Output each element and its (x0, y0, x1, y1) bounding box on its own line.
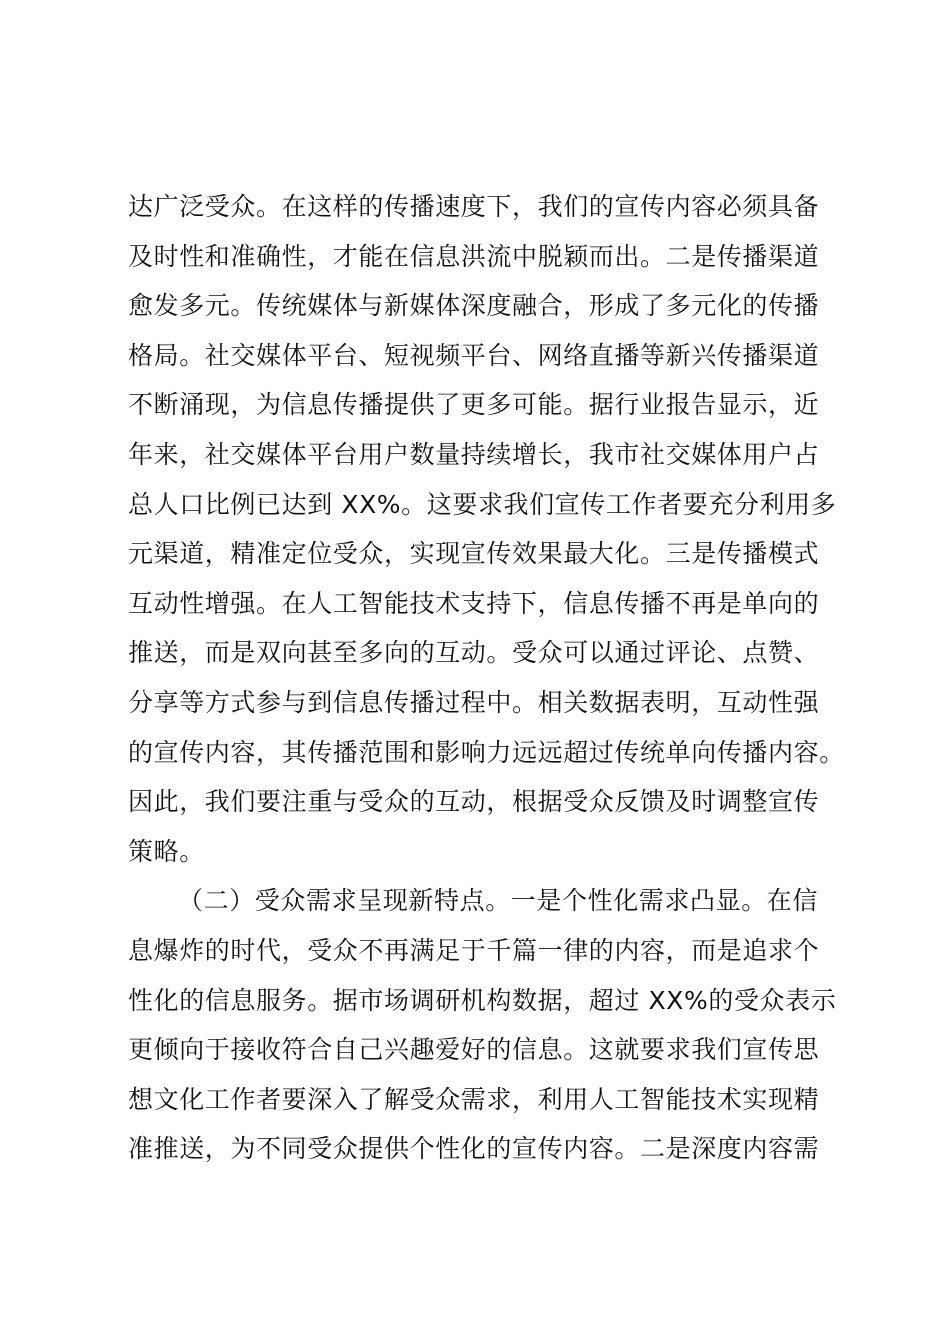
document-body (128, 182, 888, 1174)
text-line: 想文化工作者要深入了解受众需求，利用人工智能技术实现精 (128, 1084, 820, 1114)
text-line: 元渠道，精准定位受众，实现宣传效果最大化。三是传播模式 (128, 539, 820, 569)
text-line-indented: （二）受众需求呈现新特点。一是个性化需求凸显。在信 (178, 886, 819, 916)
paragraph-2 (128, 876, 888, 1174)
text-line: 达广泛受众。在这样的传播速度下，我们的宣传内容必须具备 (128, 192, 820, 221)
text-line: 不断涌现，为信息传播提供了更多可能。据行业报告显示，近 (128, 390, 820, 420)
text-line: 的宣传内容，其传播范围和影响力远远超过传统单向传播内容。 (128, 737, 845, 767)
text-line: 分享等方式参与到信息传播过程中。相关数据表明，互动性强 (128, 687, 820, 717)
text-line: 息爆炸的时代，受众不再满足于千篇一律的内容，而是追求个 (128, 935, 820, 965)
text-line: 因此，我们要注重与受众的互动，根据受众反馈及时调整宣传 (128, 787, 820, 817)
text-line: 性化的信息服务。据市场调研机构数据，超过 XX%的受众表示 (128, 985, 837, 1015)
text-line: 总人口比例已达到 XX%。这要求我们宣传工作者要充分利用多 (128, 489, 837, 519)
text-line: 愈发多元。传统媒体与新媒体深度融合，形成了多元化的传播 (128, 291, 820, 321)
text-line: 策略。 (128, 836, 205, 866)
text-line: 互动性增强。在人工智能技术支持下，信息传播不再是单向的 (128, 588, 820, 618)
text-line: 推送，而是双向甚至多向的互动。受众可以通过评论、点赞、 (128, 638, 820, 668)
text-line: 准推送，为不同受众提供个性化的宣传内容。二是深度内容需 (128, 1134, 820, 1164)
text-line: 及时性和准确性，才能在信息洪流中脱颖而出。二是传播渠道 (128, 241, 820, 271)
text-line: 更倾向于接收符合自己兴趣爱好的信息。这就要求我们宣传思 (128, 1035, 820, 1065)
text-line: 格局。社交媒体平台、短视频平台、网络直播等新兴传播渠道 (128, 340, 820, 370)
paragraph-1 (128, 182, 888, 876)
text-line: 年来，社交媒体平台用户数量持续增长，我市社交媒体用户占 (128, 439, 820, 469)
